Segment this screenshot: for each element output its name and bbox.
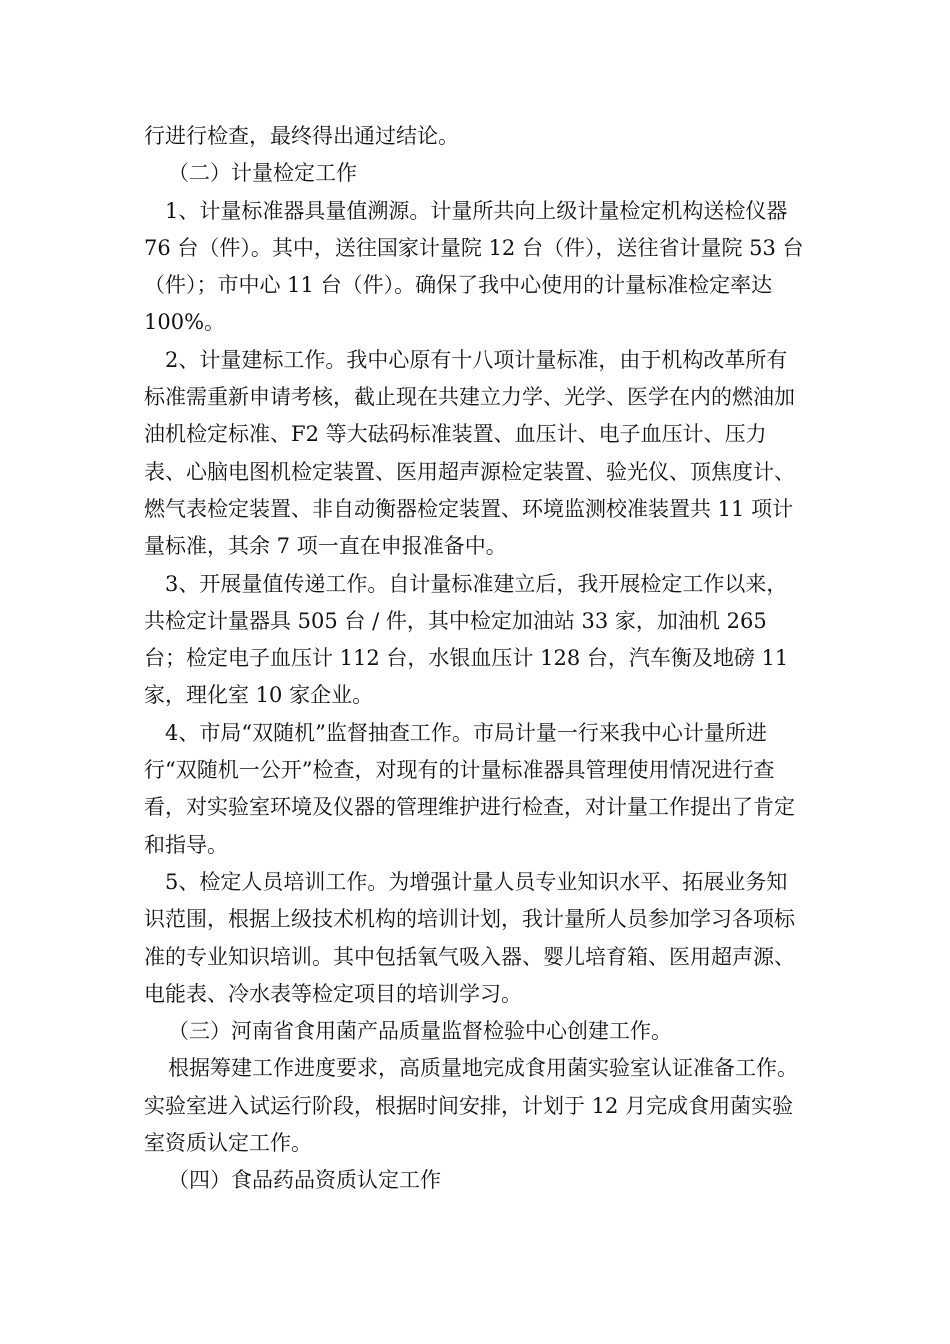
paragraph-item-2: 2、计量建标工作。我中心原有十八项计量标准，由于机构改革所有标准需重新申请考核，截止现在共建立力学、光学、医学在内的燃油加油机检定标准、F2 等大砝码标准装置、血压计、电子血压计、压力表、心脑电图机检定装置、医用超声源检定装置、验光仪、顶焦度计、燃气表检定装置、非自动衡器检定装置、环境监测校准装置共 11 项计量标准，其余 7 项一直在申报准备中。	[144, 347, 795, 559]
paragraph-continuation: 行进行检查，最终得出通过结论。	[144, 124, 459, 148]
paragraph-item-1: 1、计量标准器具量值溯源。计量所共向上级计量检定机构送检仪器 76 台（件）。其中，送往国家计量院 12 台（件），送往省计量院 53 台（件）；市中心 11 台（件）。确保了我中心使用的计量标准检定率达 100%。	[144, 198, 804, 335]
paragraph-item-4: 4、市局“双随机”监督抽查工作。市局计量一行来我中心计量所进行“双随机一公开”检查，对现有的计量标准器具管理使用情况进行查看，对实验室环境及仪器的管理维护进行检查，对计量工作提出了肯定和指导。	[144, 720, 795, 857]
paragraph-item-3: 3、开展量值传递工作。自计量标准建立后，我开展检定工作以来，共检定计量器具 505 台 / 件，其中检定加油站 33 家，加油机 265 台；检定电子血压计 112 台，水银血压计 128 台，汽车衡及地磅 11 家，理化室 10 家企业。	[144, 571, 789, 708]
paragraph-item-5: 5、检定人员培训工作。为增强计量人员专业知识水平、拓展业务知识范围，根据上级技术机构的培训计划，我计量所人员参加学习各项标准的专业知识培训。其中包括氧气吸入器、婴儿培育箱、医用超声源、电能表、冷水表等检定项目的培训学习。	[144, 869, 795, 1006]
section-heading-food-drug: （四）食品药品资质认定工作	[168, 1168, 441, 1193]
document-body	[144, 118, 808, 1200]
paragraph-mushroom-body: 根据筹建工作进度要求，高质量地完成食用菌实验室认证准备工作。实验室进入试运行阶段，根据时间安排，计划于 12 月完成食用菌实验室资质认定工作。	[144, 1056, 798, 1156]
section-heading-mushroom-center: （三）河南省食用菌产品质量监督检验中心创建工作。	[168, 1019, 672, 1044]
section-heading-metrology: （二）计量检定工作	[168, 161, 357, 186]
